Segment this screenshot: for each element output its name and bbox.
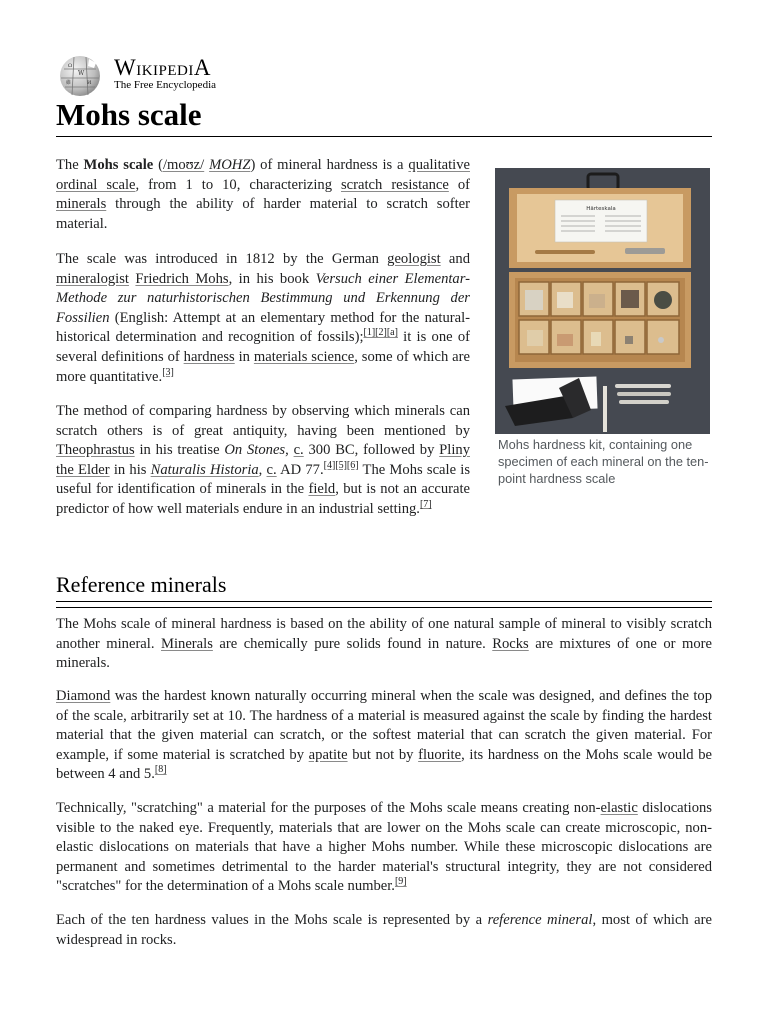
link-naturalis-historia[interactable]: Naturalis Historia [150,461,259,478]
intro-paragraph-1: The Mohs scale (/moʊz/ MOHZ) of mineral hardness is a qualitative ordinal scale, from 1 to 10, characterizing scratch resistance of minerals through the ability of harder material to scratch softer material. [56,157,471,232]
link-friedrich-mohs[interactable]: Friedrich Mohs [135,270,229,287]
link-fluorite[interactable]: fluorite [418,746,462,763]
link-circa[interactable]: c. [293,442,304,459]
respelling-link[interactable]: MOHZ [209,157,251,173]
link-pliny-the-elder[interactable]: Pliny the Elder [56,442,470,478]
section-heading-reference-minerals: Reference minerals [56,570,712,602]
link-theophrastus[interactable]: Theophrastus [56,442,135,459]
term-bold: Mohs scale [83,157,154,173]
link-rocks[interactable]: Rocks [492,635,529,652]
intro-paragraph-3: The method of comparing hardness by observing which minerals can scratch others is of great antiquity, having been mentioned by Theophrastus in his treatise On Stones, c. 300 BC, followed by Pliny the Elder in his Naturalis Historia, c. AD 77.[4][5][6] The Mohs scale is useful for identification of minerals in the field, but is not an accurate predictor of how well materials endure in an industrial setting.[7] [56,403,471,517]
svg-text:Ω: Ω [68,63,73,69]
wordmark [114,57,216,91]
ipa-link[interactable]: /moʊz/ [162,157,205,173]
page-title: Mohs scale [56,96,712,137]
link-ordinal-scale[interactable]: ordinal scale [56,176,136,193]
link-field[interactable]: field [308,481,336,498]
svg-text:維: 維 [66,80,72,86]
wordmark-tagline: The Free Encyclopedia [114,79,217,91]
citation-ref-7[interactable]: [7] [419,499,432,511]
citation-refs-2[interactable]: [4][5][6] [323,459,359,471]
kit-card-title: Härteskala [586,206,616,212]
citation-ref-8[interactable]: [8] [154,764,167,776]
link-minerals[interactable]: minerals [56,196,107,213]
link-scratch-resistance[interactable]: scratch resistance [341,176,449,193]
wordmark-title: WikipediA [114,55,211,80]
reference-mineral-term: reference mineral [487,912,593,928]
figure-mohs-kit [495,168,710,487]
link-materials-science[interactable]: materials science [253,348,355,365]
link-hardness[interactable]: hardness [183,348,235,365]
link-geologist[interactable]: geologist [387,251,441,267]
link-apatite[interactable]: apatite [308,746,348,763]
link-diamond[interactable]: Diamond [56,688,111,704]
citation-ref-3[interactable]: [3] [162,366,174,378]
citation-refs-1[interactable]: [1][2][a] [363,327,398,339]
link-elastic[interactable]: elastic [600,800,638,816]
section-paragraph-1: The Mohs scale of mineral hardness is based on the ability of one natural sample of mineral to visibly scratch another mineral. Minerals are chemically pure solids found in nature. Rocks are mixtures of one or more minerals. [56,616,713,672]
figure-caption: Mohs hardness kit, containing one specimen of each mineral on the ten-point hardness scale [498,437,709,486]
mohs-kit-photo[interactable] [495,168,710,434]
section-paragraph-4: Each of the ten hardness values in the Mohs scale is represented by a reference mineral, most of which are widespread in rocks. [56,912,713,948]
link-mineralogist[interactable]: mineralogist [56,270,129,287]
treatise-title: On Stones [224,442,286,459]
link-circa-2[interactable]: c. [266,461,277,478]
svg-text:И: И [87,80,92,86]
intro-paragraph-2: The scale was introduced in 1812 by the German geologist and mineralogist Friedrich Mohs, in his book Versuch einer Elementar-Methode zur naturhistorischen Bestimmung und Erkennung der Fossilien (English: Attempt at an elementary method for the natural-historical determination and recognition of fossils);[1][2][a] it is one of several definitions of hardness in materials science, some of which are more quantitative.[3] [56,251,470,385]
link-qualitative[interactable]: qualitative [408,157,470,173]
citation-ref-9[interactable]: [9] [394,876,407,888]
puzzle-globe-icon [56,53,104,97]
section-paragraph-2: Diamond was the hardest known naturally occurring mineral when the scale was designed, and defines the top of the scale, arbitrarily set at 10. The hardness of a material is measured against the scale by finding the hardest material that the given material can scratch, or the softest material that can scratch the given material. For example, if some material is scratched by apatite but not by fluorite, its hardness on the Mohs scale would be between 4 and 5.[8] [56,688,712,783]
svg-text:W: W [78,70,85,77]
section-paragraph-3: Technically, "scratching" a material for the purposes of the Mohs scale means creating non-elastic dislocations visible to the naked eye. Frequently, materials that are lower on the Mohs scale can create microscopic, non-elastic dislocations on materials that have a higher Mohs number. While these microscopic dislocations are permanent and sometimes detrimental to the harder material's structural integrity, they are not considered "scratches" for the determination of a Mohs scale number.[9] [56,800,712,895]
section-divider [56,607,712,608]
book-title: Versuch einer Elementar-Methode zur naturhistorischen Bestimmung und Erkennung der Fossilien [56,270,470,326]
link-minerals-2[interactable]: Minerals [161,635,213,652]
